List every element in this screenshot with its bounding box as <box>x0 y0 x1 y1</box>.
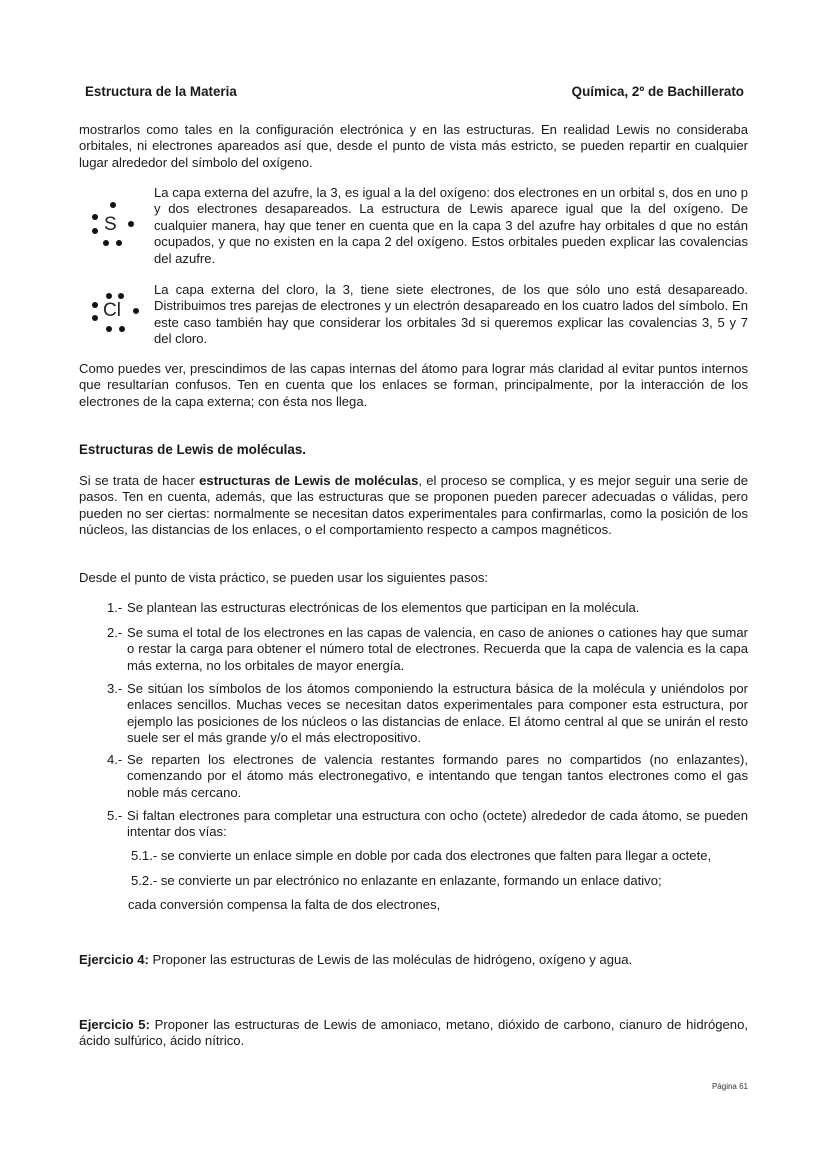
electron-dot <box>110 202 116 208</box>
intro-paragraph: mostrarlos como tales en la configuración electrónica y en las estructuras. En realidad Lewis no consideraba orbitales, ni electrones apareados así que, desde el punto de vista más estricto, se pueden repartir en cualquier lugar alrededor del símbolo del oxígeno. <box>79 122 748 170</box>
step-number: 5.- <box>107 808 123 823</box>
electron-dot <box>128 221 134 227</box>
intro-text-bold: estructuras de Lewis de moléculas <box>199 473 419 488</box>
electron-dot <box>92 228 98 234</box>
step-item <box>107 752 748 801</box>
intro-text-start: Si se trata de hacer <box>79 473 200 488</box>
step-number: 2.- <box>107 625 123 640</box>
step-number: 4.- <box>107 752 123 767</box>
lewis-sulfur-description: La capa externa del azufre, la 3, es igual a la del oxígeno: dos electrones en un orbital s, dos en uno p y dos electrones desapareados. La estructura de Lewis aparece igual que la del oxígeno. De cualquier manera, hay que tener en cuenta que en la capa 3 del azufre hay orbitales d que no están ocupados, y que no existen en la capa 2 del oxígeno. Estos orbitales pueden explicar las covalencias del azufre. <box>154 185 748 266</box>
step-number: 1.- <box>107 600 123 615</box>
exercise-text: Proponer las estructuras de Lewis de las moléculas de hidrógeno, oxígeno y agua. <box>148 952 633 967</box>
electron-dot <box>103 240 109 246</box>
step-item <box>107 808 748 841</box>
element-symbol: Cl <box>103 300 121 321</box>
electron-dot <box>92 302 98 308</box>
lewis-diagram-sulfur <box>80 195 145 255</box>
electron-dot <box>92 315 98 321</box>
step-text: Si faltan electrones para completar una estructura con ocho (octete) alrededor de cada átomo, se pueden intentar dos vías: <box>127 808 748 840</box>
step-text: Se sitúan los símbolos de los átomos componiendo la estructura básica de la molécula y uniéndolos por enlaces sencillos. Muchas veces se necesitan datos experimentales para componer esta estructura, por ejemplo las posiciones de los núcleos o las distancias de enlace. El átomo central al que se unirán el resto suele ser el más grande y/o el más electropositivo. <box>127 681 748 746</box>
header-document-title: Estructura de la Materia <box>85 84 237 99</box>
step-item <box>107 625 748 674</box>
steps-intro: Desde el punto de vista práctico, se pueden usar los siguientes pasos: <box>79 570 489 585</box>
lewis-chlorine-description: La capa externa del cloro, la 3, tiene siete electrones, de los que sólo uno está desapareado. Distribuimos tres parejas de electrones y un electrón desapareado en los cuatro lados del símbolo. En este caso también hay que considerar los orbitales 3d si queremos explicar las covalencias 3, 5 y 7 del cloro. <box>154 282 748 347</box>
electron-dot <box>92 214 98 220</box>
step-text: Se suma el total de los electrones en las capas de valencia, en caso de aniones o cationes hay que sumar o restar la carga para obtener el número total de electrones. Recuerda que la capa de valencia es la capa más externa, no los orbitales de mayor energía. <box>127 625 748 673</box>
substep-item: 5.2.- se convierte un par electrónico no enlazante en enlazante, formando un enlace dativo; <box>131 873 662 888</box>
section-intro-paragraph <box>79 473 748 539</box>
substep-item: 5.1.- se convierte un enlace simple en doble por cada dos electrones que falten para llegar a octete, <box>131 848 712 863</box>
steps-closing-note: cada conversión compensa la falta de dos electrones, <box>128 897 441 912</box>
electron-dot <box>119 326 125 332</box>
exercise-label: Ejercicio 4: <box>79 952 149 967</box>
intro-text-end: , el proceso se complica, y es mejor seguir una serie de pasos. Ten en cuenta, además, que las estructuras que se proponen pueden parecer adecuadas o válidas, pero pueden no ser ciertas: normalmente se necesitan datos experimentales para confirmarlas, como la posición de los núcleos, las distancias de los enlaces, o el comportamiento respecto a campos magnéticos. <box>79 473 749 538</box>
page-number: Página 61 <box>711 1082 748 1091</box>
electron-dot <box>116 240 122 246</box>
exercise-text: Proponer las estructuras de Lewis de amoniaco, metano, dióxido de carbono, cianuro de hidrógeno, ácido sulfúrico, ácido nítrico. <box>79 1017 749 1049</box>
step-text: Se plantean las estructuras electrónicas de los elementos que participan en la molécula. <box>127 600 640 615</box>
exercise-label: Ejercicio 5: <box>79 1017 150 1032</box>
electron-dot <box>133 308 139 314</box>
step-number: 3.- <box>107 681 123 696</box>
header-course-title: Química, 2º de Bachillerato <box>571 84 744 99</box>
step-item <box>107 681 748 747</box>
element-symbol: S <box>104 214 117 235</box>
electron-dot <box>118 293 124 299</box>
step-item <box>107 600 748 616</box>
exercise-4 <box>79 952 748 968</box>
electron-dot <box>106 326 112 332</box>
summary-paragraph: Como puedes ver, prescindimos de las capas internas del átomo para lograr más claridad al evitar puntos internos que resultarían confusos. Ten en cuenta que los enlaces se forman, principalmente, por la interacción de los electrones de la capa externa; con ésta nos llega. <box>79 361 748 409</box>
section-title: Estructuras de Lewis de moléculas. <box>79 442 306 457</box>
electron-dot <box>106 293 112 299</box>
exercise-5 <box>79 1017 748 1050</box>
lewis-diagram-chlorine <box>80 288 145 338</box>
step-text: Se reparten los electrones de valencia restantes formando pares no compartidos (no enlazantes), comenzando por el átomo más electronegativo, e intentando que tengan tantos electrones como el gas noble más cercano. <box>127 752 748 800</box>
